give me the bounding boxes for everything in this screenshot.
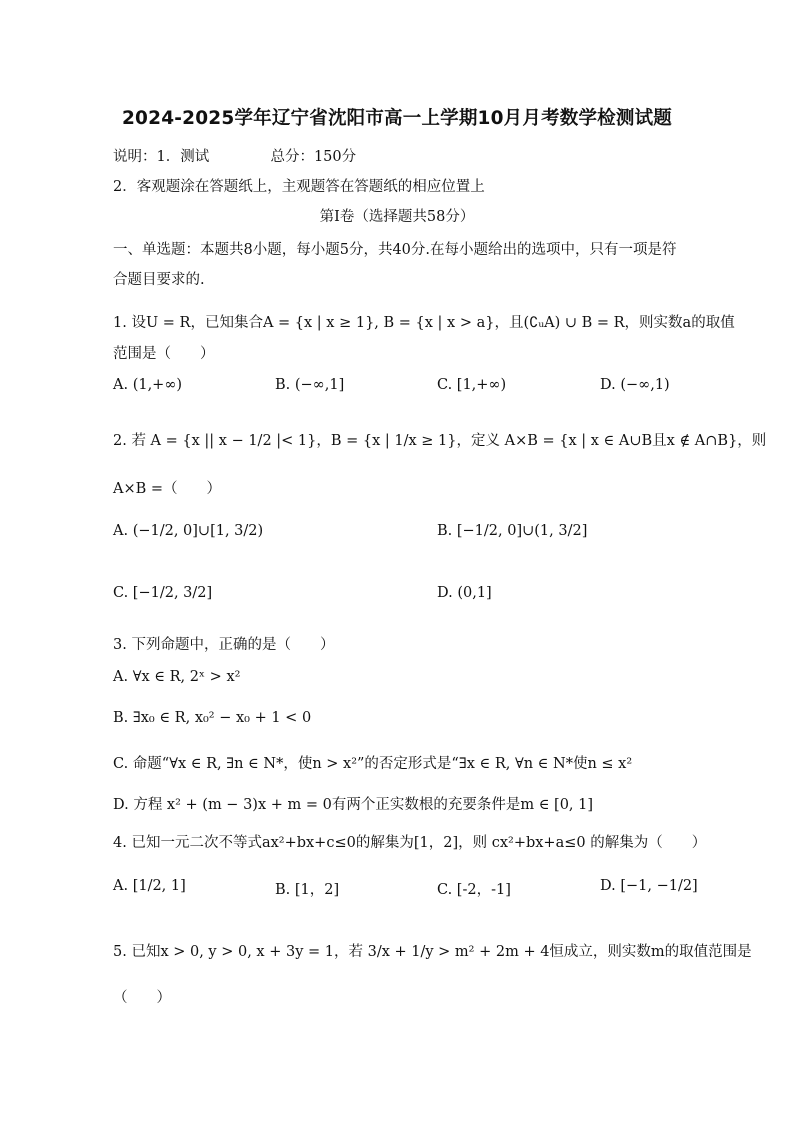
question-1-option-b: B. (−∞,1]: [275, 377, 345, 393]
question-2-stem-cont: A×B =（ ）: [113, 481, 222, 497]
document-title: 2024-2025学年辽宁省沈阳市高一上学期10月月考数学检测试题: [121, 108, 672, 129]
notes-line-1: [113, 145, 356, 166]
question-2-option-b: B. [−1/2, 0]∪(1, 3/2]: [437, 523, 588, 539]
question-4-option-a: A. [1/2, 1]: [113, 878, 186, 894]
question-1-stem: 1. 设U = R，已知集合A = {x | x ≥ 1}, B = {x | x > a}，且(∁ᵤA) ∪ B = R，则实数a的取值: [113, 315, 735, 331]
section-instructions-2: 合题目要求的.: [113, 272, 205, 288]
question-5-stem-cont: （ ）: [113, 990, 171, 1006]
question-1-option-c: C. [1,+∞): [437, 377, 507, 393]
total-score: 总分：150分: [270, 149, 357, 165]
question-4-stem: 4. 已知一元二次不等式ax²+bx+c≤0的解集为[1，2]，则 cx²+bx+a≤0 的解集为（ ）: [113, 835, 707, 851]
notes-line-2: 2．客观题涂在答题纸上，主观题答在答题纸的相应位置上: [113, 179, 485, 195]
question-2-option-a: A. (−1/2, 0]∪[1, 3/2): [113, 523, 264, 539]
question-1-option-a: A. (1,+∞): [113, 377, 183, 393]
question-2-option-d: D. (0,1]: [437, 585, 492, 601]
question-4-option-d: D. [−1, −1/2]: [600, 878, 698, 894]
section-instructions-1: 一、单选题：本题共8小题，每小题5分，共40分.在每小题给出的选项中，只有一项是符: [113, 242, 677, 258]
notes-label: 说明：1．测试: [113, 149, 210, 165]
question-1-stem-cont: 范围是（ ）: [113, 346, 215, 362]
section-heading: 第Ⅰ卷（选择题共58分）: [319, 209, 475, 225]
question-5-stem: 5. 已知x > 0, y > 0, x + 3y = 1，若 3/x + 1/y > m² + 2m + 4恒成立，则实数m的取值范围是: [113, 944, 752, 960]
question-2-option-c: C. [−1/2, 3/2]: [113, 585, 213, 601]
question-2-stem: 2. 若 A = {x || x − 1/2 |< 1}，B = {x | 1/x ≥ 1}，定义 A×B = {x | x ∈ A∪B且x ∉ A∩B}，则: [113, 433, 767, 449]
question-3-option-b: B. ∃x₀ ∈ R, x₀² − x₀ + 1 < 0: [113, 710, 312, 726]
question-3-option-c: C. 命题“∀x ∈ R, ∃n ∈ N*，使n > x²”的否定形式是“∃x ∈ R, ∀n ∈ N*使n ≤ x²: [113, 756, 633, 772]
question-4-option-b: B. [1，2]: [275, 882, 340, 898]
question-3-option-d: D. 方程 x² + (m − 3)x + m = 0有两个正实数根的充要条件是m ∈ [0, 1]: [113, 797, 594, 813]
question-3-option-a: A. ∀x ∈ R, 2ˣ > x²: [113, 669, 241, 685]
question-4-option-c: C. [-2，-1]: [437, 882, 511, 898]
question-3-stem: 3. 下列命题中，正确的是（ ）: [113, 637, 335, 653]
question-1-option-d: D. (−∞,1): [600, 377, 670, 393]
